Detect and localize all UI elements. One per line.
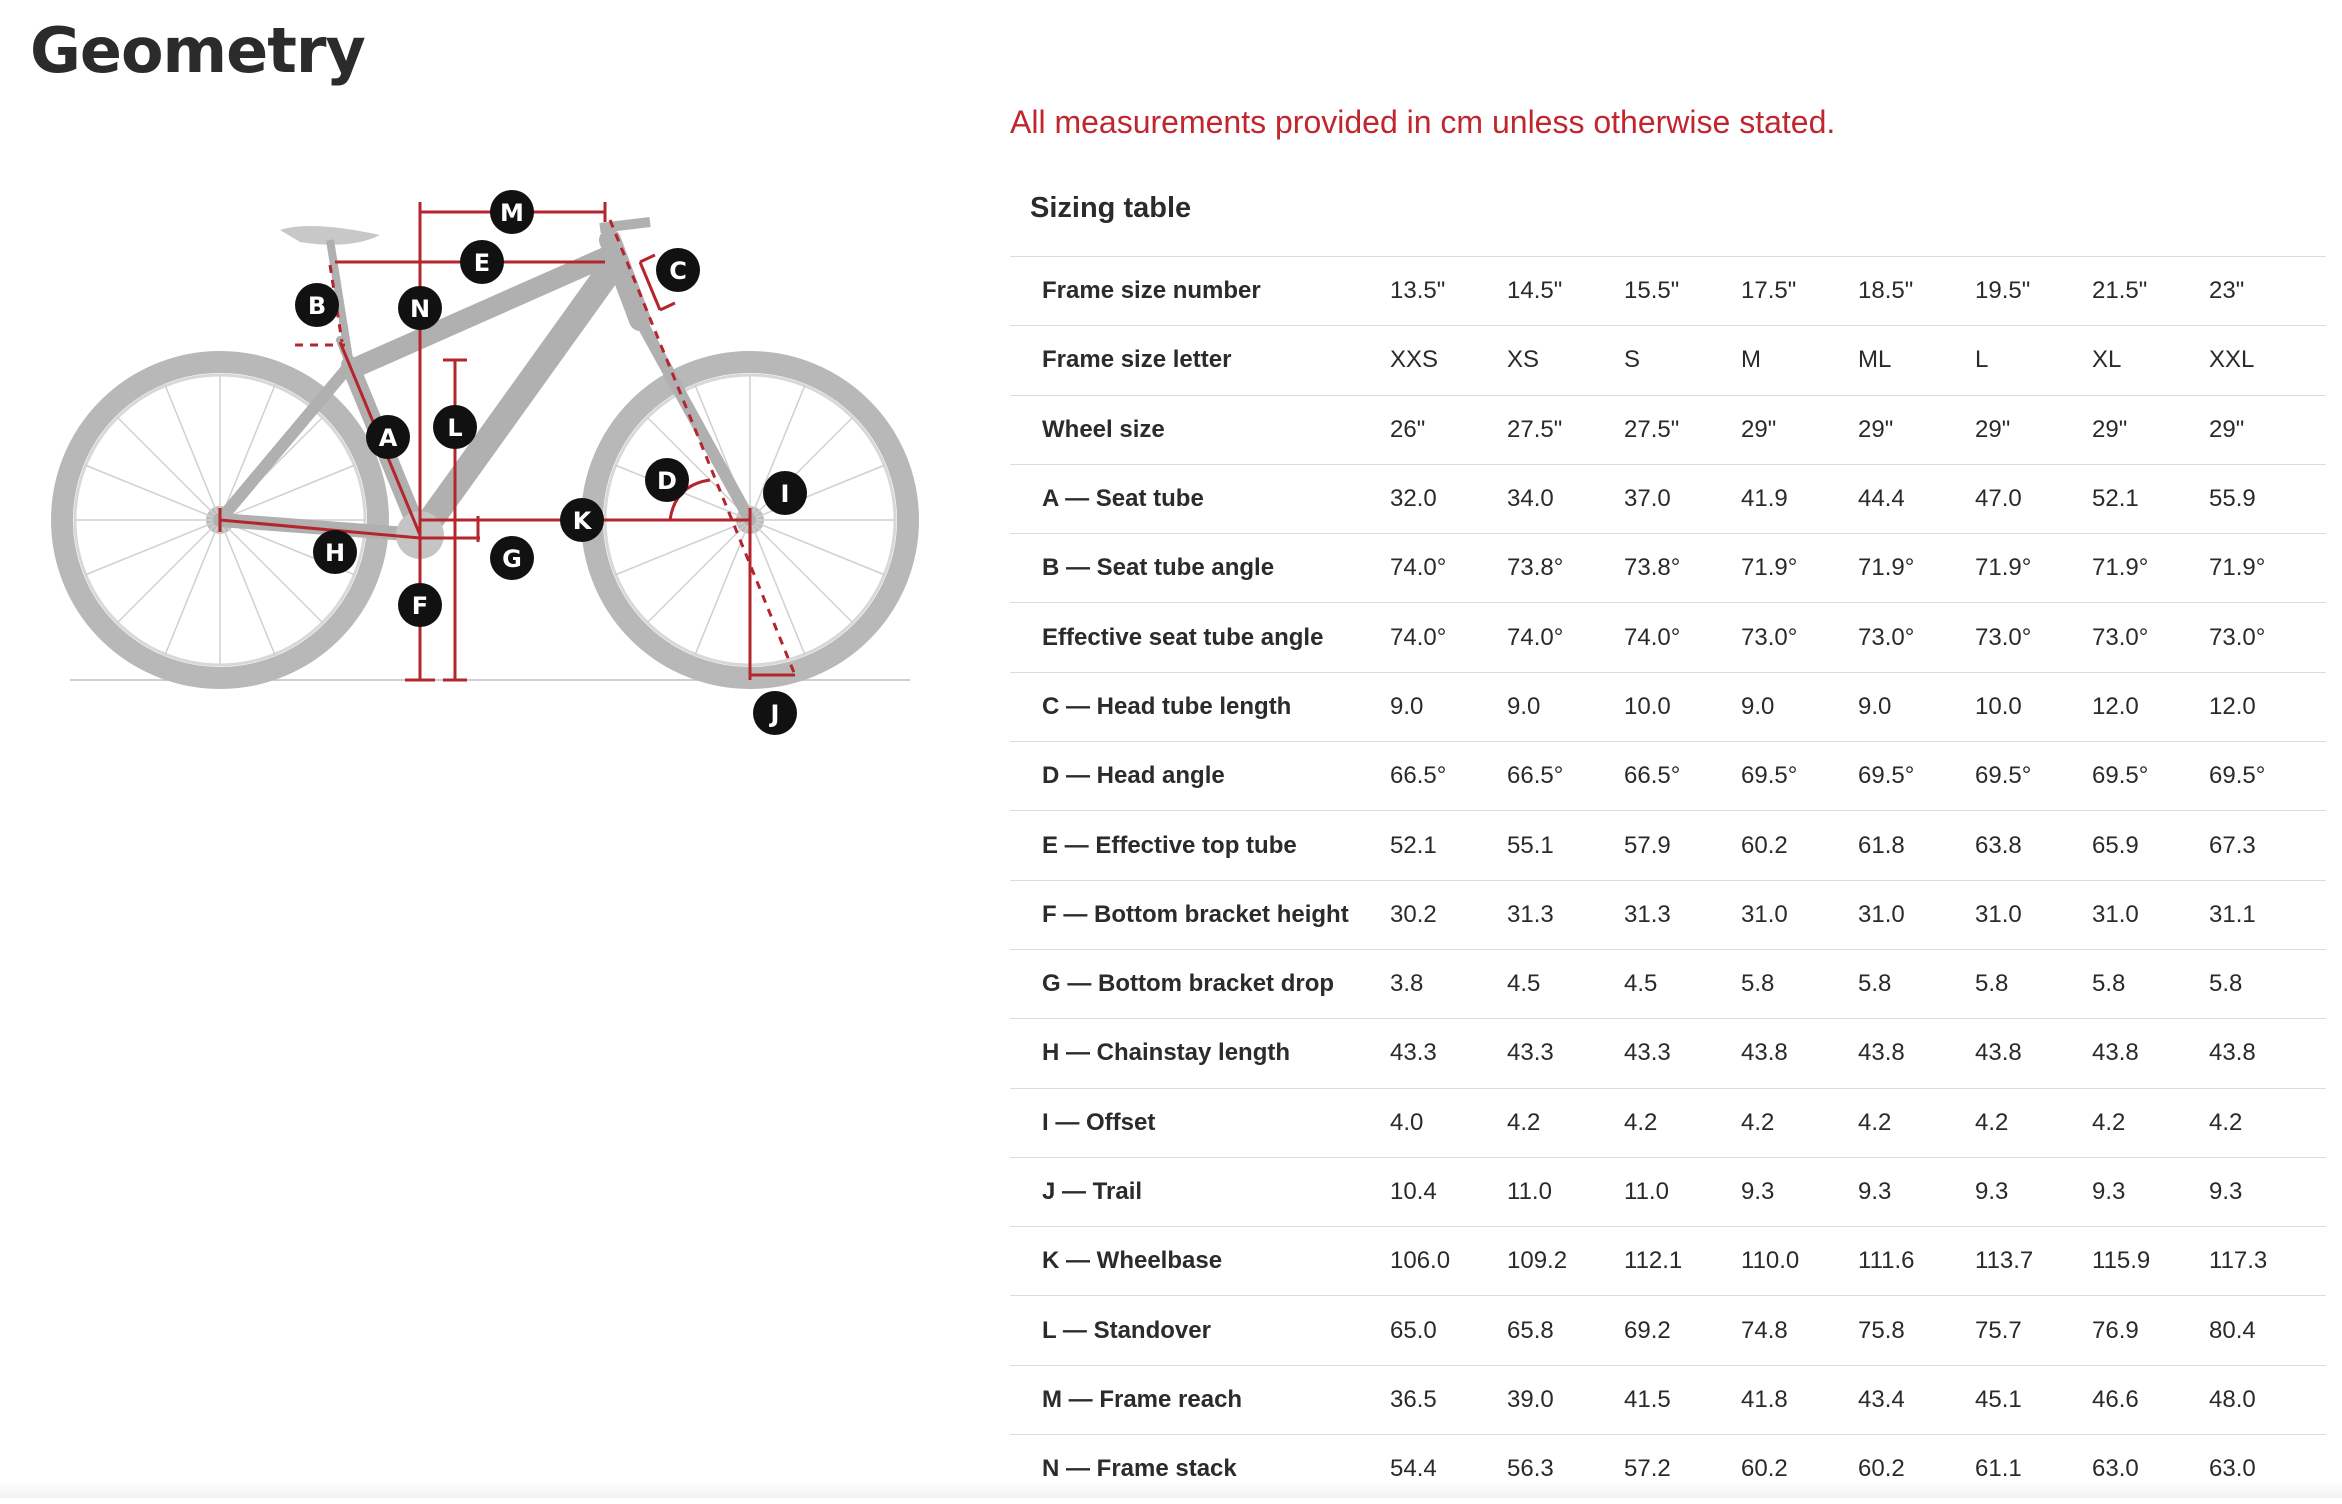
- svg-text:H: H: [324, 539, 346, 567]
- badge-J: [753, 691, 797, 735]
- badge-B: [295, 283, 339, 327]
- badge-E: [460, 240, 504, 284]
- badge-I: [763, 471, 807, 515]
- table-cell: 9.0: [1858, 692, 1892, 720]
- table-cell: 31.3: [1624, 900, 1671, 928]
- table-cell: 66.5°: [1507, 762, 1564, 790]
- table-cell: 5.8: [1975, 970, 2009, 998]
- table-cell: 106.0: [1390, 1247, 1451, 1275]
- table-cell: 23": [2209, 277, 2245, 305]
- table-cell: 37.0: [1624, 485, 1671, 513]
- table-cell: 17.5": [1741, 277, 1797, 305]
- row-label: J — Trail: [1042, 1178, 1143, 1205]
- table-cell: 112.1: [1624, 1247, 1683, 1275]
- table-cell: 21.5": [2092, 277, 2148, 305]
- table-cell: 10.0: [1975, 692, 2022, 720]
- table-cell: 69.5°: [1975, 762, 2032, 790]
- svg-text:J: J: [770, 700, 780, 728]
- table-cell: 75.8: [1858, 1316, 1905, 1344]
- svg-text:L: L: [447, 414, 463, 442]
- table-cell: 43.4: [1858, 1385, 1905, 1413]
- table-row: [1010, 742, 2326, 811]
- table-cell: 63.8: [1975, 831, 2022, 859]
- table-row: [1010, 1227, 2326, 1296]
- row-label: Frame size number: [1042, 277, 1261, 305]
- table-cell: 52.1: [2092, 485, 2139, 513]
- table-cell: 12.0: [2092, 692, 2139, 720]
- table-cell: 4.2: [1741, 1108, 1775, 1136]
- row-label: N — Frame stack: [1042, 1455, 1237, 1483]
- row-label: Frame size letter: [1042, 346, 1232, 374]
- table-cell: 30.2: [1390, 900, 1437, 928]
- table-cell: 73.0°: [2092, 623, 2149, 651]
- table-cell: 43.8: [2092, 1039, 2139, 1067]
- badge-C: [656, 248, 700, 292]
- svg-text:A: A: [378, 424, 398, 452]
- table-cell: 43.3: [1507, 1039, 1554, 1067]
- table-cell: 4.5: [1624, 970, 1658, 998]
- table-cell: 74.8: [1741, 1316, 1788, 1344]
- table-cell: 66.5°: [1390, 762, 1447, 790]
- table-cell: 11.0: [1624, 1178, 1669, 1205]
- measurement-notice: All measurements provided in cm unless otherwise stated.: [1010, 104, 1836, 140]
- table-cell: 61.8: [1858, 831, 1905, 859]
- sizing-table-title: Sizing table: [1030, 192, 1192, 224]
- row-label: C — Head tube length: [1042, 692, 1292, 720]
- table-cell: 113.7: [1975, 1247, 2034, 1275]
- table-cell: 60.2: [1858, 1455, 1905, 1483]
- table-cell: 73.0°: [2209, 623, 2266, 651]
- badge-L: [433, 405, 477, 449]
- table-cell: 60.2: [1741, 1455, 1788, 1483]
- table-cell: 110.0: [1741, 1247, 1800, 1275]
- sizing-table: [1010, 256, 2326, 1504]
- table-cell: 9.3: [2209, 1178, 2243, 1205]
- row-label: G — Bottom bracket drop: [1042, 970, 1335, 998]
- table-cell: S: [1624, 346, 1641, 374]
- table-cell: 43.3: [1624, 1039, 1671, 1067]
- row-label: I — Offset: [1042, 1108, 1156, 1136]
- table-cell: 43.3: [1390, 1039, 1437, 1067]
- table-cell: 52.1: [1390, 831, 1437, 859]
- table-cell: 69.5°: [2092, 762, 2149, 790]
- table-cell: 55.9: [2209, 485, 2256, 513]
- table-cell: XS: [1507, 346, 1540, 374]
- table-row: [1010, 1296, 2326, 1365]
- table-cell: 9.3: [2092, 1178, 2126, 1205]
- table-row: [1010, 257, 2326, 326]
- bike-geometry-diagram: [50, 180, 930, 750]
- badge-A: [366, 415, 410, 459]
- table-cell: 29": [2092, 415, 2128, 443]
- row-label: H — Chainstay length: [1042, 1039, 1291, 1067]
- table-cell: 43.8: [2209, 1039, 2256, 1067]
- table-cell: 9.3: [1741, 1178, 1775, 1205]
- table-cell: M: [1741, 346, 1761, 374]
- table-cell: 31.3: [1507, 900, 1554, 928]
- table-cell: 69.5°: [1858, 762, 1915, 790]
- table-cell: 65.9: [2092, 831, 2139, 859]
- table-cell: 29": [2209, 415, 2245, 443]
- table-row: [1010, 1088, 2326, 1157]
- table-cell: 10.0: [1624, 692, 1671, 720]
- svg-text:G: G: [502, 545, 522, 573]
- table-cell: 4.2: [1624, 1108, 1658, 1136]
- table-cell: 80.4: [2209, 1316, 2256, 1344]
- table-cell: 31.0: [1741, 900, 1788, 928]
- table-cell: 56.3: [1507, 1455, 1554, 1483]
- table-cell: XL: [2092, 346, 2122, 374]
- table-cell: 111.6: [1858, 1247, 1915, 1275]
- table-cell: 41.8: [1741, 1385, 1788, 1413]
- row-label: M — Frame reach: [1042, 1385, 1243, 1413]
- table-row: [1010, 811, 2326, 880]
- table-cell: 4.2: [2209, 1108, 2243, 1136]
- table-cell: 45.1: [1975, 1385, 2022, 1413]
- table-row: [1010, 1365, 2326, 1434]
- table-cell: 55.1: [1507, 831, 1554, 859]
- table-row: [1010, 326, 2326, 395]
- svg-text:D: D: [657, 467, 677, 495]
- table-cell: 15.5": [1624, 277, 1680, 305]
- table-cell: 66.5°: [1624, 762, 1681, 790]
- handlebar: [600, 222, 650, 228]
- table-cell: 4.2: [1858, 1108, 1892, 1136]
- table-row: [1010, 603, 2326, 672]
- table-row: [1010, 464, 2326, 533]
- table-cell: 71.9°: [2092, 554, 2149, 582]
- table-cell: 74.0°: [1507, 623, 1564, 651]
- table-cell: 69.2: [1624, 1316, 1671, 1344]
- table-cell: 63.0: [2209, 1455, 2256, 1483]
- table-cell: 36.5: [1390, 1385, 1437, 1413]
- table-cell: 117.3: [2209, 1247, 2268, 1275]
- table-cell: 4.2: [1507, 1108, 1541, 1136]
- table-cell: 31.0: [2092, 900, 2139, 928]
- table-cell: 34.0: [1507, 485, 1554, 513]
- table-cell: 5.8: [2092, 970, 2126, 998]
- table-cell: 19.5": [1975, 277, 2031, 305]
- table-cell: 11.0: [1507, 1178, 1552, 1205]
- table-cell: 46.6: [2092, 1385, 2139, 1413]
- table-cell: 12.0: [2209, 692, 2256, 720]
- table-cell: 73.0°: [1975, 623, 2032, 651]
- table-cell: 73.0°: [1741, 623, 1798, 651]
- table-cell: 13.5": [1390, 277, 1446, 305]
- table-cell: 73.8°: [1624, 554, 1681, 582]
- table-cell: 67.3: [2209, 831, 2256, 859]
- table-cell: 4.2: [1975, 1108, 2009, 1136]
- table-cell: 41.9: [1741, 485, 1788, 513]
- svg-text:K: K: [572, 507, 592, 535]
- table-cell: 74.0°: [1390, 554, 1447, 582]
- table-cell: 43.8: [1858, 1039, 1905, 1067]
- page-title: Geometry: [30, 14, 365, 87]
- row-label: L — Standover: [1042, 1316, 1211, 1344]
- badge-F: [398, 583, 442, 627]
- table-cell: 69.5°: [1741, 762, 1798, 790]
- table-row: [1010, 395, 2326, 464]
- table-cell: 32.0: [1390, 485, 1437, 513]
- table-cell: 29": [1975, 415, 2011, 443]
- svg-text:B: B: [307, 292, 327, 320]
- bottom-edge-fade: [0, 1482, 2342, 1498]
- table-cell: 41.5: [1624, 1385, 1671, 1413]
- table-cell: 27.5": [1624, 415, 1680, 443]
- table-cell: 27.5": [1507, 415, 1563, 443]
- table-row: [1010, 880, 2326, 949]
- table-cell: 29": [1741, 415, 1777, 443]
- table-row: [1010, 1019, 2326, 1088]
- table-cell: 18.5": [1858, 277, 1914, 305]
- row-label: Wheel size: [1042, 415, 1165, 443]
- badge-G: [490, 536, 534, 580]
- badge-N: [398, 286, 442, 330]
- table-cell: 73.8°: [1507, 554, 1564, 582]
- table-cell: 74.0°: [1390, 623, 1447, 651]
- svg-text:I: I: [780, 480, 790, 508]
- table-cell: 65.8: [1507, 1316, 1554, 1344]
- table-cell: 10.4: [1390, 1178, 1437, 1205]
- table-row: [1010, 949, 2326, 1018]
- table-cell: 9.3: [1858, 1178, 1892, 1205]
- table-cell: 71.9°: [2209, 554, 2266, 582]
- table-cell: 31.0: [1975, 900, 2022, 928]
- table-cell: 4.2: [2092, 1108, 2126, 1136]
- table-cell: L: [1975, 346, 1989, 374]
- row-label: E — Effective top tube: [1042, 831, 1297, 859]
- table-cell: 43.8: [1975, 1039, 2022, 1067]
- row-label: K — Wheelbase: [1042, 1247, 1223, 1275]
- table-cell: 9.0: [1741, 692, 1775, 720]
- table-cell: 3.8: [1390, 970, 1424, 998]
- table-cell: 54.4: [1390, 1455, 1437, 1483]
- table-cell: 29": [1858, 415, 1894, 443]
- badge-M: [490, 190, 534, 234]
- row-label: F — Bottom bracket height: [1042, 900, 1349, 928]
- table-cell: 47.0: [1975, 485, 2022, 513]
- svg-text:C: C: [669, 257, 687, 285]
- badge-D: [645, 458, 689, 502]
- table-cell: 71.9°: [1975, 554, 2032, 582]
- table-row: [1010, 534, 2326, 603]
- table-cell: XXL: [2209, 346, 2255, 374]
- table-cell: 39.0: [1507, 1385, 1554, 1413]
- svg-text:F: F: [411, 592, 429, 620]
- table-cell: 76.9: [2092, 1316, 2139, 1344]
- svg-text:M: M: [500, 199, 524, 227]
- row-label: D — Head angle: [1042, 762, 1225, 790]
- table-cell: 69.5°: [2209, 762, 2266, 790]
- table-cell: 75.7: [1975, 1316, 2022, 1344]
- table-cell: 109.2: [1507, 1247, 1568, 1275]
- table-cell: 71.9°: [1858, 554, 1915, 582]
- table-cell: 60.2: [1741, 831, 1788, 859]
- table-cell: XXS: [1390, 346, 1439, 374]
- table-cell: 115.9: [2092, 1247, 2151, 1275]
- table-row: [1010, 1157, 2326, 1226]
- table-cell: 63.0: [2092, 1455, 2139, 1483]
- table-cell: 4.0: [1390, 1108, 1424, 1136]
- table-cell: 5.8: [1858, 970, 1892, 998]
- table-cell: 26": [1390, 415, 1426, 443]
- table-cell: 74.0°: [1624, 623, 1681, 651]
- table-cell: 31.0: [1858, 900, 1905, 928]
- svg-text:E: E: [473, 249, 491, 277]
- table-cell: 14.5": [1507, 277, 1563, 305]
- table-row: [1010, 672, 2326, 741]
- table-cell: 4.5: [1507, 970, 1541, 998]
- badge-K: [560, 498, 604, 542]
- table-cell: 5.8: [1741, 970, 1775, 998]
- table-cell: 61.1: [1975, 1455, 2022, 1483]
- svg-text:N: N: [409, 295, 431, 323]
- table-cell: 71.9°: [1741, 554, 1798, 582]
- row-label: B — Seat tube angle: [1042, 554, 1275, 582]
- table-cell: 57.9: [1624, 831, 1671, 859]
- badge-H: [313, 530, 357, 574]
- table-cell: 9.0: [1390, 692, 1424, 720]
- table-cell: 48.0: [2209, 1385, 2256, 1413]
- table-cell: 5.8: [2209, 970, 2243, 998]
- row-label: A — Seat tube: [1042, 485, 1204, 513]
- row-label: Effective seat tube angle: [1042, 623, 1324, 651]
- table-cell: ML: [1858, 346, 1892, 374]
- table-cell: 9.0: [1507, 692, 1541, 720]
- table-cell: 44.4: [1858, 485, 1905, 513]
- table-cell: 9.3: [1975, 1178, 2009, 1205]
- table-cell: 43.8: [1741, 1039, 1788, 1067]
- table-cell: 65.0: [1390, 1316, 1437, 1344]
- table-cell: 73.0°: [1858, 623, 1915, 651]
- table-cell: 31.1: [2209, 900, 2256, 928]
- table-cell: 57.2: [1624, 1455, 1671, 1483]
